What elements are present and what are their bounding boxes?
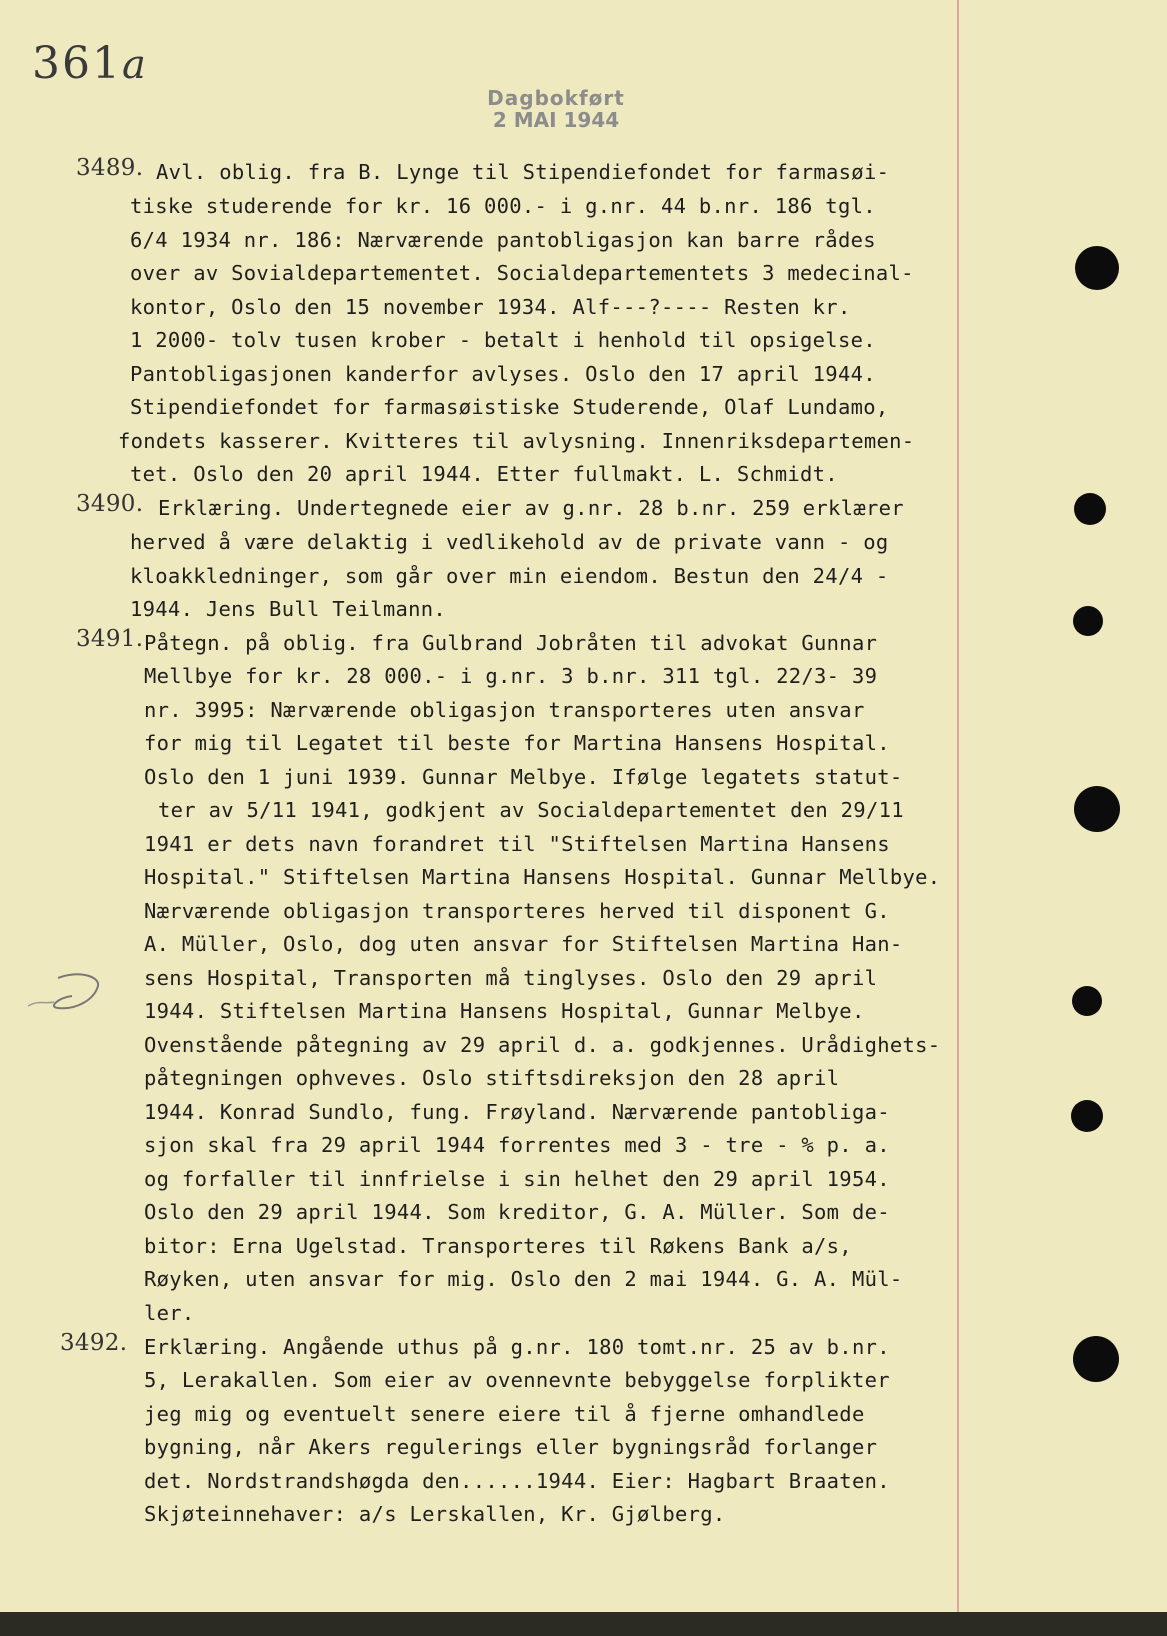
punch-hole <box>1073 1336 1119 1382</box>
entry-text-line: 1944. Konrad Sundlo, fung. Frøyland. Nærværende pantobliga- <box>144 1100 890 1124</box>
entry-text-line: Stipendiefondet for farmasøistiske Studerende, Olaf Lundamo, <box>130 395 889 419</box>
entry-text-line: Hospital." Stiftelsen Martina Hansens Hospital. Gunnar Mellbye. <box>144 865 941 889</box>
entry-text-line: Oslo den 29 april 1944. Som kreditor, G. A. Müller. Som de- <box>144 1200 890 1224</box>
entry-text-line: tiske studerende for kr. 16 000.- i g.nr. 44 b.nr. 186 tgl. <box>130 194 876 218</box>
entry-text-line: sjon skal fra 29 april 1944 forrentes med 3 - tre - % p. a. <box>144 1133 890 1157</box>
entry-text-line: ter av 5/11 1941, godkjent av Socialdepartementet den 29/11 <box>158 798 904 822</box>
page-number-main: 361 <box>32 38 122 89</box>
entry-text-line: det. Nordstrandshøgda den......1944. Eier: Hagbart Braaten. <box>144 1469 890 1493</box>
punch-hole <box>1074 493 1106 525</box>
entry-number: 3491. <box>76 626 144 652</box>
page-number-suffix: a <box>121 42 148 88</box>
entry-text-line: jeg mig og eventuelt senere eiere til å fjerne omhandlede <box>144 1402 865 1426</box>
punch-hole <box>1074 786 1120 832</box>
entry-text-line: Pantobligasjonen kanderfor avlyses. Oslo den 17 april 1944. <box>130 362 876 386</box>
entry-number: 3489. <box>76 155 144 181</box>
entry-text-line: Avl. oblig. fra B. Lynge til Stipendiefondet for farmasøi- <box>156 160 890 184</box>
page-number <box>32 38 148 89</box>
punch-hole <box>1071 1100 1103 1132</box>
entry-number: 3492. <box>60 1330 128 1356</box>
entry-text-line: bygning, når Akers regulerings eller bygningsråd forlanger <box>144 1435 878 1459</box>
entry-text-line: A. Müller, Oslo, dog uten ansvar for Stiftelsen Martina Han- <box>144 932 903 956</box>
registration-stamp <box>466 86 646 132</box>
entry-text-line: Mellbye for kr. 28 000.- i g.nr. 3 b.nr. 311 tgl. 22/3- 39 <box>144 664 878 688</box>
entry-text-line: Oslo den 1 juni 1939. Gunnar Melbye. Ifølge legatets statut- <box>144 765 903 789</box>
entry-text-line: kontor, Oslo den 15 november 1934. Alf---?---- Resten kr. <box>130 295 851 319</box>
entry-text-line: 1 2000- tolv tusen krober - betalt i henhold til opsigelse. <box>130 328 876 352</box>
entry-text-line: for mig til Legatet til beste for Martina Hansens Hospital. <box>144 731 890 755</box>
stamp-line-2: 2 MAI 1944 <box>492 108 620 132</box>
pencil-scribble <box>28 970 108 1020</box>
entry-text-line: 1941 er dets navn forandret til "Stiftelsen Martina Hansens <box>144 832 890 856</box>
scan-border <box>0 1612 1167 1636</box>
entry-text-line: Nærværende obligasjon transporteres herved til disponent G. <box>144 899 890 923</box>
entry-text-line: Erklæring. Undertegnede eier av g.nr. 28 b.nr. 259 erklærer <box>158 496 904 520</box>
entry-text-line: over av Sovialdepartementet. Socialdepartementets 3 medecinal- <box>130 261 914 285</box>
entry-text-line: nr. 3995: Nærværende obligasjon transporteres uten ansvar <box>144 698 865 722</box>
entry-text-line: 1944. Stiftelsen Martina Hansens Hospital, Gunnar Melbye. <box>144 999 865 1023</box>
entry-text-line: fondets kasserer. Kvitteres til avlysning. Innenriksdepartemen- <box>118 429 915 453</box>
entry-text-line: sens Hospital, Transporten må tinglyses. Oslo den 29 april <box>144 966 878 990</box>
entry-text-line: ler. <box>144 1301 195 1325</box>
entry-text-line: Røyken, uten ansvar for mig. Oslo den 2 mai 1944. G. A. Mül- <box>144 1267 903 1291</box>
entry-text-line: tet. Oslo den 20 april 1944. Etter fullmakt. L. Schmidt. <box>130 462 838 486</box>
punch-hole <box>1073 606 1103 636</box>
stamp-line-1: Dagbokført <box>487 86 625 110</box>
entry-text-line: 1944. Jens Bull Teilmann. <box>130 597 447 621</box>
entry-text-line: Erklæring. Angående uthus på g.nr. 180 tomt.nr. 25 av b.nr. <box>144 1335 890 1359</box>
entry-text-line: Ovenstående påtegning av 29 april d. a. godkjennes. Urådighets- <box>144 1033 941 1057</box>
entry-text-line: påtegningen ophveves. Oslo stiftsdireksjon den 28 april <box>144 1066 840 1090</box>
punch-hole <box>1072 986 1102 1016</box>
entry-text-line: 6/4 1934 nr. 186: Nærværende pantobligasjon kan barre rådes <box>130 228 876 252</box>
entry-text-line: bitor: Erna Ugelstad. Transporteres til Røkens Bank a/s, <box>144 1234 852 1258</box>
entry-text-line: kloakkledninger, som går over min eiendom. Bestun den 24/4 - <box>130 564 889 588</box>
entry-text-line: 5, Lerakallen. Som eier av ovennevnte bebyggelse forplikter <box>144 1368 890 1392</box>
margin-rule <box>957 0 959 1612</box>
entry-text-line: Påtegn. på oblig. fra Gulbrand Jobråten til advokat Gunnar <box>144 631 878 655</box>
entry-number: 3490. <box>76 491 144 517</box>
entry-text-line: og forfaller til innfrielse i sin helhet den 29 april 1954. <box>144 1167 890 1191</box>
entry-text-line: Skjøteinnehaver: a/s Lerskallen, Kr. Gjølberg. <box>144 1502 726 1526</box>
punch-hole <box>1075 246 1119 290</box>
entry-text-line: herved å være delaktig i vedlikehold av de private vann - og <box>130 530 889 554</box>
